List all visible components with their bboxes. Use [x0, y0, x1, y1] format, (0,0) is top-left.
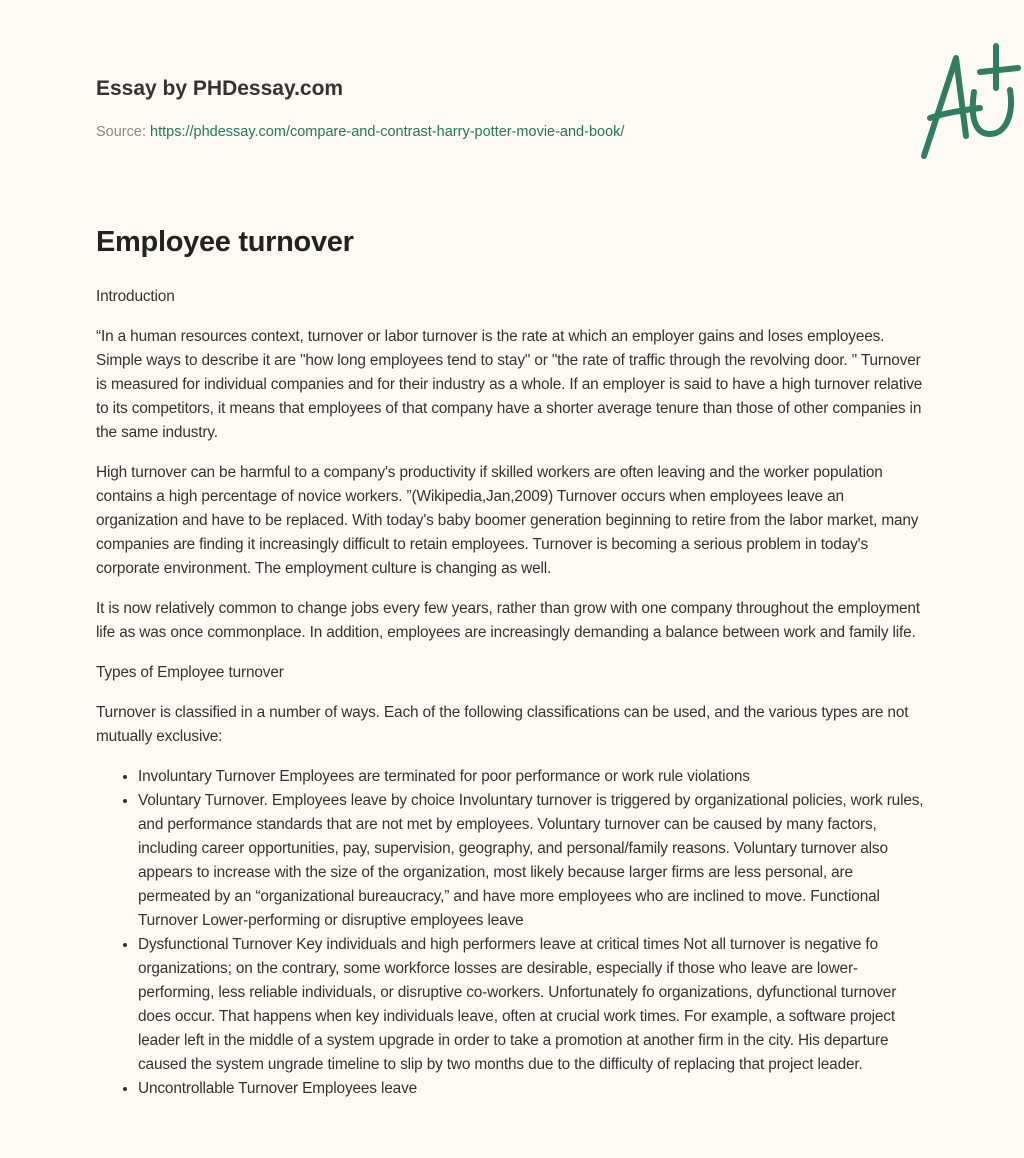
types-intro: Turnover is classified in a number of ways. Each of the following classifications can be used, and the various types are not mutually exclusive:: [96, 704, 909, 745]
intro-heading: Introduction: [96, 288, 175, 305]
list-item: • Dysfunctional Turnover Key individuals and high performers leave at critical times Not all turnover is negative fo organizations; on the contrary, some workforce losses are desirable, especially if those who leave are lower-performing, less reliable individuals, or disruptive co-workers. Unfortunately fo organizations, dyfunctional turnover does occur. That happens when key individuals leave, often at crucial work times. For example, a software project leader left in the middle of a system upgrade in order to take a promotion at another firm in the city. His departure caused the system ungrade timeline to slip by two months due to the difficulty of replacing that project leader.: [138, 933, 928, 1077]
types-heading: Types of Employee turnover: [96, 664, 284, 681]
source-label: Source:: [96, 124, 146, 140]
paragraph: “In a human resources context, turnover or labor turnover is the rate at which an employer gains and loses employees. Simple ways to describe it are "how long employees tend to stay" or "the rate of traffic through the revolving door. " Turnover is measured for individual companies and for their industry as a whole. If an employer is said to have a high turnover relative to its competitors, it means that employees of that company have a shorter average tenure than those of other companies in the same industry.: [96, 328, 923, 441]
turnover-types-list: [96, 765, 928, 1101]
source-link[interactable]: https://phdessay.com/compare-and-contrast-harry-potter-movie-and-book/: [150, 124, 625, 140]
site-title: Essay by PHDessay.com: [96, 77, 344, 100]
a-plus-logo: [914, 38, 1024, 164]
list-item: • Voluntary Turnover. Employees leave by choice Involuntary turnover is triggered by organizational policies, work rules, and performance standards that are not met by employees. Voluntary turnover can be caused by many factors, including career opportunities, pay, supervision, geography, and personal/family reasons. Voluntary turnover also appears to increase with the size of the organization, most likely because larger firms are less personal, are permeated by an “organizational bureaucracy,” and have more employees who are inclined to move. Functional Turnover Lower-performing or disruptive employees leave: [138, 789, 928, 933]
paragraph: High turnover can be harmful to a company's productivity if skilled workers are often leaving and the worker population contains a high percentage of novice workers. ”(Wikipedia,Jan,2009) Turnover occurs when employees leave an organization and have to be replaced. With today's baby boomer generation beginning to retire from the labor market, many companies are finding it increasingly difficult to retain employees. Turnover is becoming a serious problem in today's corporate environment. The employment culture is changing as well.: [96, 464, 919, 577]
article-title: Employee turnover: [96, 226, 354, 258]
list-item: • Uncontrollable Turnover Employees leave: [138, 1077, 928, 1101]
article-body: [96, 285, 928, 1101]
paragraph: It is now relatively common to change jobs every few years, rather than grow with one company throughout the employment life as was once commonplace. In addition, employees are increasingly demanding a balance between work and family life.: [96, 600, 920, 641]
list-item: • Involuntary Turnover Employees are terminated for poor performance or work rule violations: [138, 765, 928, 789]
source-line: [96, 124, 624, 140]
